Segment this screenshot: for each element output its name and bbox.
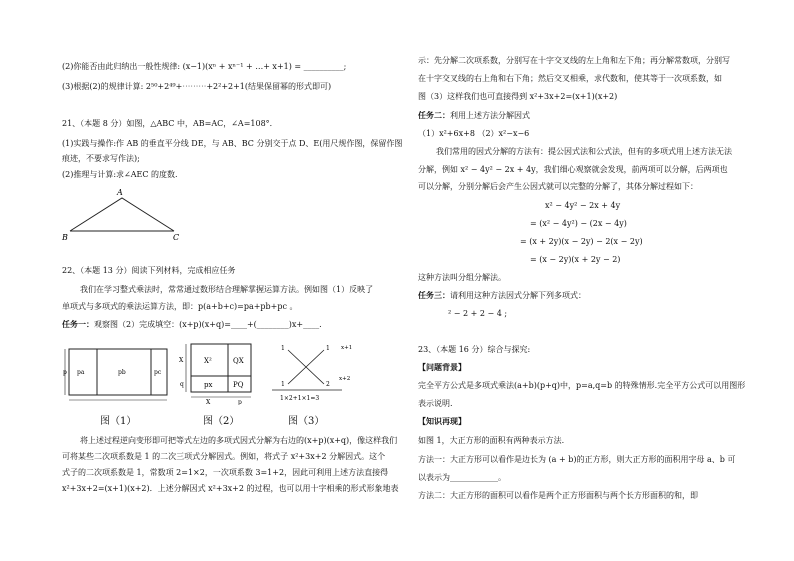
triangle-abc-figure — [60, 185, 190, 245]
r-para-line1: 示：先分解二次项系数，分别写在十字交叉线的左上角和左下角；再分解常数项，分别写 — [418, 56, 730, 65]
task3-line — [418, 291, 586, 301]
equation-line4: = (x − 2y)(x + 2y − 2) — [530, 255, 621, 264]
fig1-pb: pb — [118, 369, 126, 376]
q20-part2: (2)你能否由此归纳出一般性规律: (x−1)(xⁿ + xⁿ⁻¹ + …+ x+1) = __________; — [62, 62, 347, 71]
fig1-pa: pa — [77, 369, 85, 376]
fig2-x2: X² — [204, 357, 212, 365]
task2-label: 任务二： — [418, 111, 450, 120]
task3-text: 请利用这种方法因式分解下列多项式： — [450, 291, 586, 300]
q22-para2-line1: 将上述过程逆向变形即可把等式左边的多项式因式分解为右边的(x+p)(x+q)，像这样我们 — [80, 436, 398, 445]
method1-line1: 方法一：大正方形可以看作是边长为 (a + b)的正方形，则大正方形的面积用字母 a、b 可 — [418, 455, 736, 464]
fig2-x-bottom: X — [206, 399, 211, 405]
r-para-line2: 在十字交叉线的右上角和右下角；然后交叉相乘，求代数和，使其等于一次项系数，如 — [418, 74, 722, 83]
fig1-caption: 图（1） — [100, 416, 137, 427]
fig2-qx: QX — [233, 357, 244, 365]
equation-line1: x² − 4y² − 2x + 4y — [545, 201, 621, 210]
fig1-pc: pc — [154, 369, 162, 376]
q21-part2: (2)推理与计算:求∠AEC 的度数. — [62, 170, 178, 179]
fig3-bottom-left: 1 — [281, 381, 285, 388]
q22-para2-line3: 式子的二次项系数是 1，常数项 2=1×2，一次项系数 3=1+2，因此可利用上述方法直接得 — [62, 468, 389, 477]
equation-line3: = (x + 2y)(x − 2y) − 2(x − 2y) — [520, 237, 643, 246]
p3-line2: 分解，例如 x² − 4y² − 2x + 4y，我们细心观察就会发现，前两项可以分解，后两项也 — [418, 165, 728, 174]
r-para-line3: 图（3）这样我们也可直接得到 x²+3x+2=(x+1)(x+2) — [418, 92, 618, 101]
knowledge-recall-heading: 【知识再现】 — [418, 417, 466, 426]
method2-line: 方法二：大正方形的面积可以看作是两个正方形面积与两个长方形面积的和，即 — [418, 491, 698, 500]
p3-line3: 可以分解，分别分解后会产生公因式就可以完整的分解了，其体分解过程如下： — [418, 182, 698, 191]
q21-part1-line2: 痕迹，不要求写作法); — [62, 154, 140, 163]
figure-2 — [178, 340, 263, 405]
fig1-p: p — [63, 369, 67, 376]
fig3-top-right: 1 — [326, 345, 330, 352]
task2-line — [418, 111, 530, 121]
grouping-method-note: 这种方法叫分组分解法。 — [418, 273, 506, 282]
figure-1 — [63, 343, 173, 408]
q21-part1-line1: (1)实践与操作:作 AB 的垂直平分线 DE，与 AB、BC 分别交于点 D、E(用尺规作图，保留作图 — [62, 139, 403, 148]
q22-para1-line2: 单项式与多项式的乘法运算方法，即：p(a+b+c)=pa+pb+pc 。 — [62, 302, 298, 311]
fig2-p-bottom: p — [238, 399, 242, 405]
fig2-q-side: q — [180, 381, 184, 388]
label-a: A — [117, 188, 123, 197]
fig2-px: px — [204, 381, 213, 389]
task1-text: 观察图（2）完成填空：(x+p)(x+q)=____+(________)x+____. — [94, 320, 322, 329]
task1-line — [62, 320, 322, 330]
background-line1: 完全平方公式是多项式乘法(a+b)(p+q)中，p=a,q=b 的特殊情形.完全平方公式可以用图形 — [418, 381, 746, 390]
fig2-x-side: X — [179, 357, 184, 364]
q23-title: 23、（本题 16 分）综合与探究: — [418, 345, 531, 354]
q21-title: 21、（本题 8 分）如图，△ABC 中，AB=AC，∠A=108°． — [62, 119, 278, 128]
q22-para1-line1: 我们在学习整式乘法时，常常通过数形结合理解掌握运算方法。例如图（1）反映了 — [80, 285, 374, 294]
figure-3 — [268, 340, 358, 406]
task2-text: 利用上述方法分解因式 — [450, 111, 530, 120]
knowledge-line1: 如图 1，大正方形的面积有两种表示方法. — [418, 436, 565, 445]
problem-background-heading: 【问题背景】 — [418, 363, 466, 372]
fig3-x-plus-1: x+1 — [341, 345, 353, 351]
fig3-top-left: 1 — [281, 345, 285, 352]
background-line2: 表示说明. — [418, 399, 453, 408]
q22-para2-line2: 可将某些二次项系数是 1 的二次三项式分解因式。例如，将式子 x²+3x+2 分解因式。这个 — [62, 452, 386, 461]
fig2-caption: 图（2） — [203, 416, 240, 427]
task3-label: 任务三： — [418, 291, 450, 300]
task2-items: （1）x²+6x+8 （2）x²−x−6 — [418, 129, 530, 138]
fig3-x-plus-2: x+2 — [339, 376, 351, 382]
fig2-pq: PQ — [233, 381, 244, 389]
label-c: C — [173, 233, 180, 242]
task3-expression: ² − 2 + 2 − 4 ; — [448, 309, 508, 318]
fig3-caption: 图（3） — [288, 416, 325, 427]
q20-part3: (3)根据(2)的规律计算: 2⁵⁰+2⁴⁹+⋯⋯⋯+2²+2+1(结果保留幂的形式即可) — [62, 82, 332, 91]
method1-line2: 以表示为____________。 — [418, 473, 506, 482]
label-b: B — [62, 233, 68, 242]
p3-line1: 我们常用的因式分解的方法有：提公因式法和公式法，但有的多项式用上述方法无法 — [436, 147, 732, 156]
q22-para2-line4: x²+3x+2=(x+1)(x+2)．上述分解因式 x²+3x+2 的过程，也可以用十字相乘的形式形象地表 — [62, 484, 399, 493]
task1-label: 任务一： — [62, 320, 94, 329]
fig3-bottom-right: 2 — [326, 381, 330, 388]
q22-title: 22、（本题 13 分）阅读下列材料，完成相应任务 — [62, 266, 236, 275]
fig3-equation: 1×2+1×1=3 — [280, 395, 320, 402]
equation-line2: = (x² − 4y²) − (2x − 4y) — [530, 219, 627, 228]
